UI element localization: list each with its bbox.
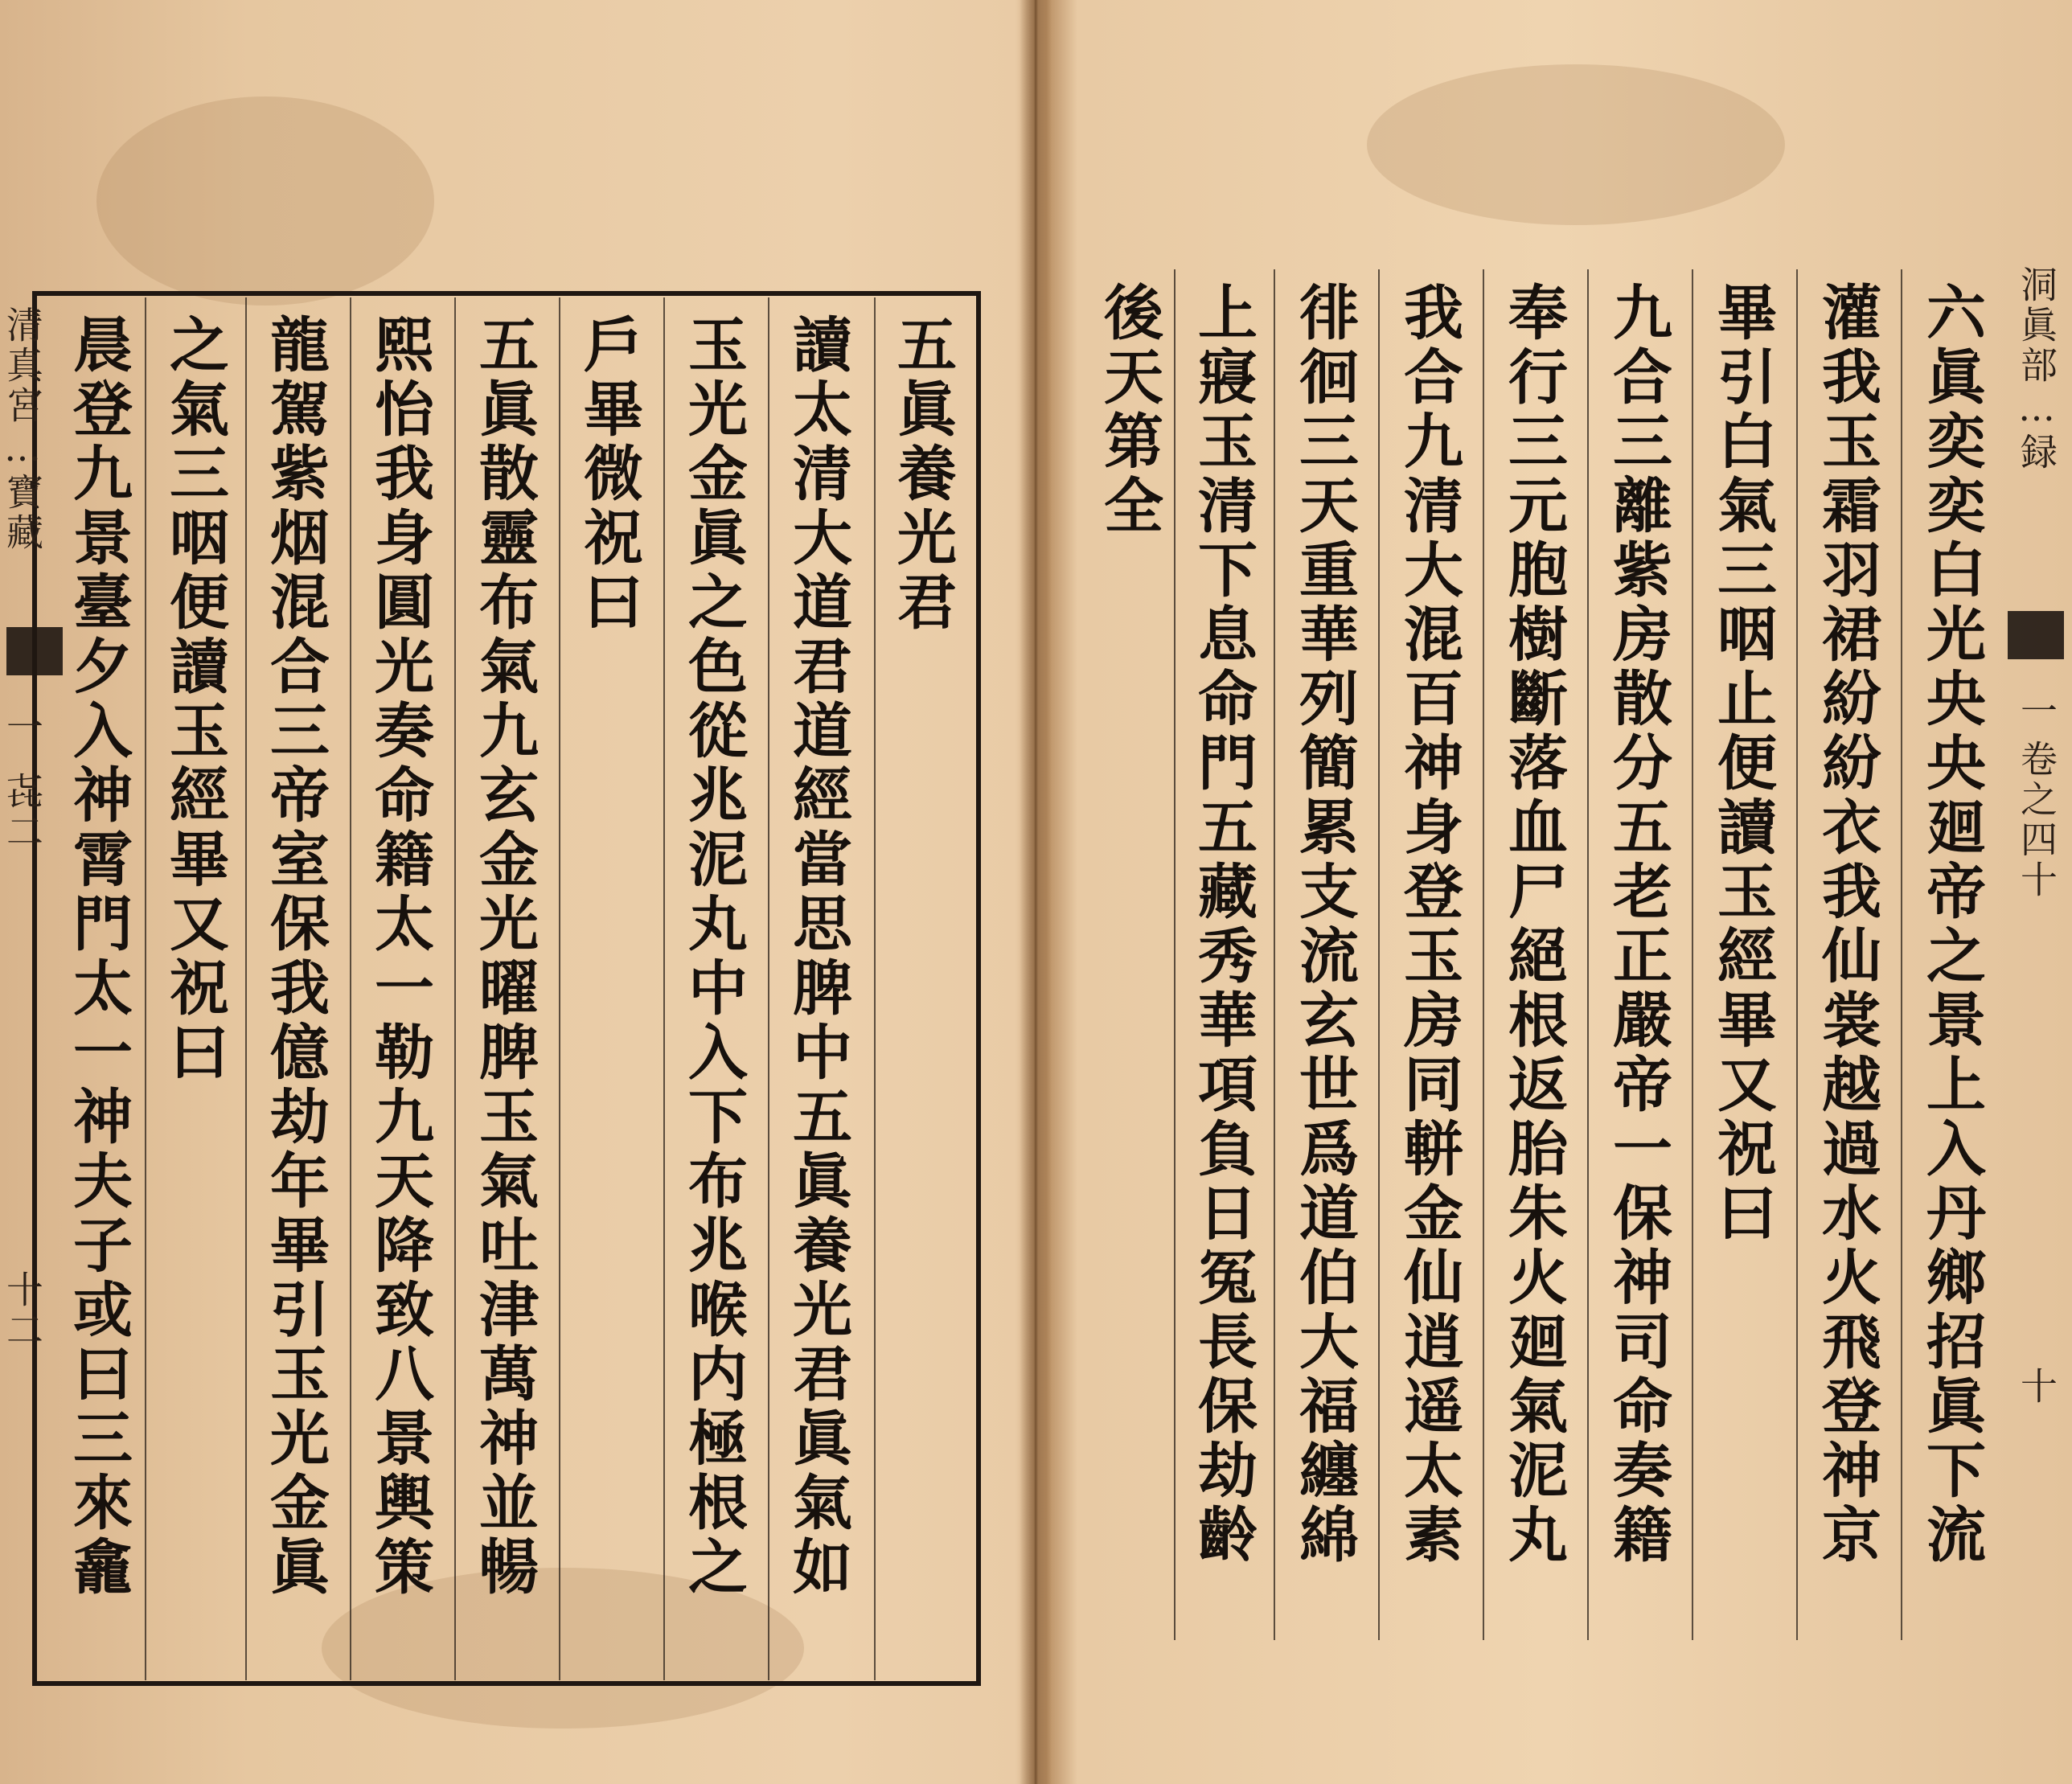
left-margin-folio: 㐂二 <box>1 772 44 852</box>
left-page <box>0 0 1033 1784</box>
text-column: 我合九清大混百神身登玉房同軿金仙逍遥太素 <box>1394 281 1463 1568</box>
text-column: 熙怡我身圓光奏命籍太一勒九天降致八景輿策 <box>365 314 434 1600</box>
text-column: 徘徊三天重華列簡累支流玄世爲道伯大福纏綿 <box>1290 281 1359 1568</box>
right-page <box>1039 0 2072 1784</box>
right-fish-tail-mark <box>2008 611 2064 659</box>
text-column: 之氣三咽便讀玉經畢又祝曰 <box>160 314 229 1085</box>
column-rule <box>245 297 247 1680</box>
text-column: 九合三離紫房散分五老正嚴帝一保神司命奏籍 <box>1603 281 1672 1568</box>
left-margin-volume: 一 <box>1 707 44 748</box>
column-rule <box>1483 269 1484 1640</box>
column-rule <box>145 297 146 1680</box>
text-column: 上寢玉清下息命門五藏秀華項負日冤長保劫齡 <box>1188 281 1258 1568</box>
text-column: 晨登九景臺夕入神霄門太一神夫子或曰三來龕 <box>64 314 133 1600</box>
column-rule <box>1587 269 1589 1640</box>
column-rule <box>1796 269 1798 1640</box>
right-margin-title: 洞眞部…録 <box>2015 265 2058 473</box>
text-column: 奉行三元胞樹斷落血尸絕根返胎朱火廻氣泥丸 <box>1499 281 1568 1568</box>
text-column: 灌我玉霜羽裙紛紛衣我仙裳越過水火飛登神京 <box>1812 281 1881 1568</box>
text-column: 讀太清大道君道經當思脾中五眞養光君眞氣如 <box>783 314 852 1600</box>
text-column: 畢引白氣三咽止便讀玉經畢又祝曰 <box>1708 281 1777 1246</box>
column-rule <box>663 297 665 1680</box>
text-column: 六眞奕奕白光央央廻帝之景上入丹鄉招眞下流 <box>1917 281 1986 1568</box>
left-page-number: 十二 <box>1 1270 44 1351</box>
left-fish-tail-mark <box>6 627 63 675</box>
column-rule <box>768 297 769 1680</box>
column-rule <box>350 297 351 1680</box>
right-margin-folio: 卷之四十 <box>2015 740 2058 900</box>
text-column: 龍駕紫烟混合三帝室保我億劫年畢引玉光金眞 <box>261 314 330 1600</box>
column-rule <box>1378 269 1380 1640</box>
left-margin-title: 清真宮…寶藏 <box>1 306 44 553</box>
column-rule <box>1274 269 1275 1640</box>
column-rule <box>454 297 456 1680</box>
text-column: 後天第全 <box>1094 281 1163 539</box>
text-column: 五眞散靈布氣九玄金光曜脾玉氣吐津萬神並暢 <box>470 314 539 1600</box>
text-column: 五眞養光君 <box>888 314 957 635</box>
text-column: 戶畢微祝曰 <box>574 314 643 635</box>
right-page-number: 十 <box>2015 1367 2058 1407</box>
column-rule <box>1174 269 1176 1640</box>
column-rule <box>559 297 560 1680</box>
text-column: 玉光金眞之色從兆泥丸中入下布兆喉内極根之 <box>679 314 748 1600</box>
column-rule <box>874 297 876 1680</box>
right-margin-volume: 一 <box>2015 691 2058 732</box>
column-rule <box>1901 269 1902 1640</box>
column-rule <box>1692 269 1693 1640</box>
